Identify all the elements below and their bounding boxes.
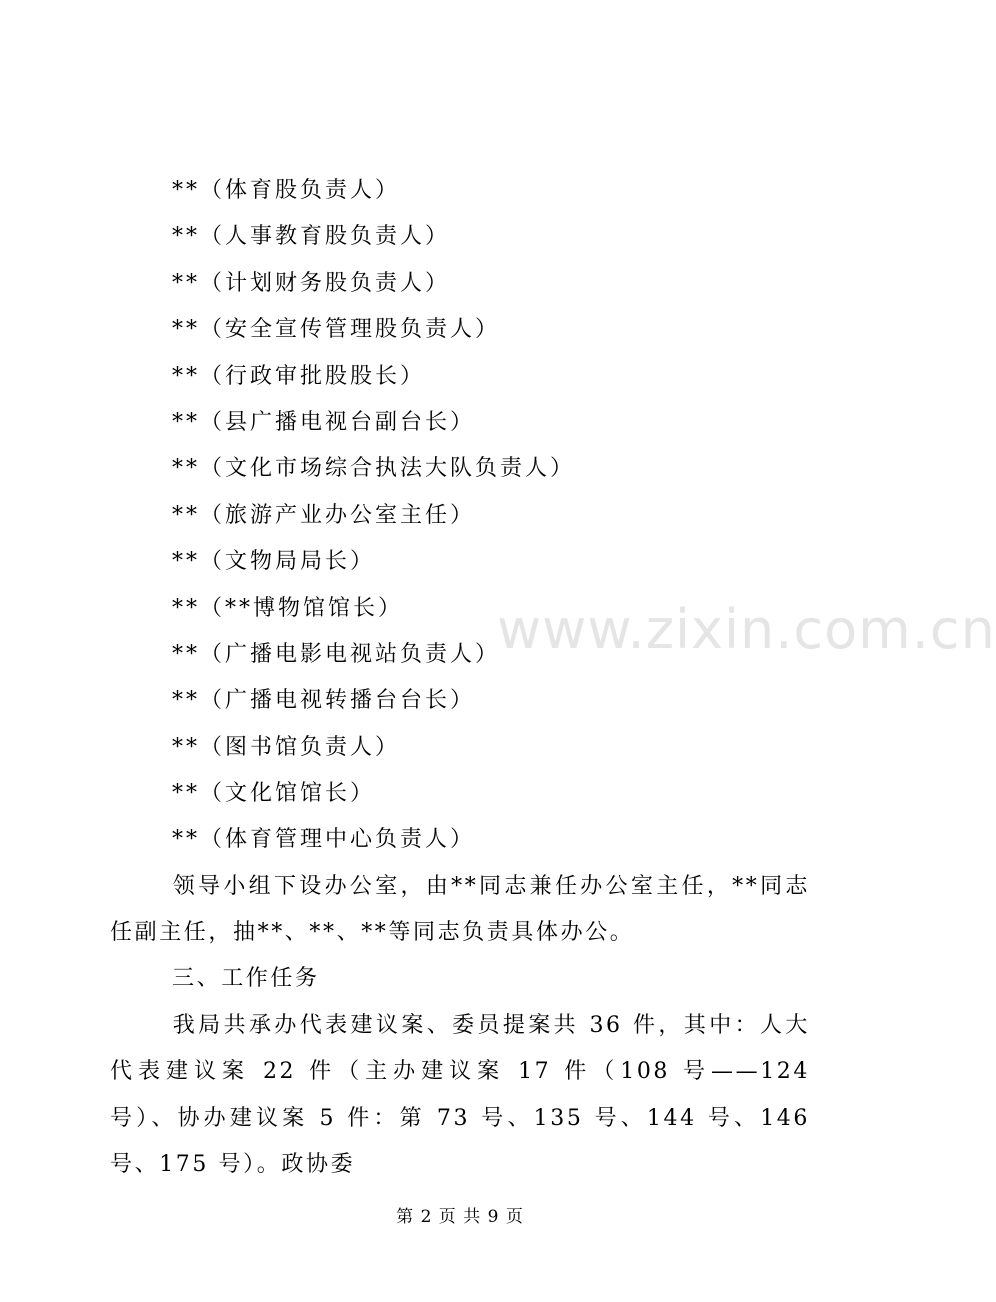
list-item: **（文化馆馆长） — [172, 781, 376, 807]
list-item: **（旅游产业办公室主任） — [172, 502, 476, 528]
section-heading-text: 三、工作任务 — [172, 966, 320, 991]
office-paragraph — [110, 864, 810, 957]
tasks-paragraph — [110, 1003, 810, 1189]
tasks-paragraph-text: 我局共承办代表建议案、委员提案共 36 件，其中：人大代表建议案 22 件（主办建议案 17 件（108 号——124 号）、协办建议案 5 件：第 73 号、135 号、144 号、146 号、175 号）。政协委 — [110, 1013, 810, 1178]
list-item: **（广播电影电视站负责人） — [172, 641, 501, 667]
list-item: **（体育管理中心负责人） — [172, 827, 476, 853]
list-item: **（文物局局长） — [172, 549, 376, 575]
list-item: **（体育股负责人） — [172, 178, 401, 203]
list-item: **（图书馆负责人） — [172, 734, 401, 760]
list-item: **（文化市场综合执法大队负责人） — [172, 456, 576, 482]
list-item: **（广播电视转播台台长） — [172, 688, 476, 714]
office-paragraph-text: 领导小组下设办公室，由**同志兼任办公室主任，**同志任副主任，抽**、**、**等同志负责具体办公。 — [110, 874, 810, 946]
list-item: **（县广播电视台副台长） — [172, 409, 476, 435]
section-heading — [110, 956, 810, 1002]
page-footer: 第 2 页 共 9 页 — [396, 1207, 524, 1227]
list-item: **（人事教育股负责人） — [172, 224, 451, 250]
list-item: **（行政审批股股长） — [172, 363, 426, 389]
member-list — [172, 168, 575, 864]
list-item: **（计划财务股负责人） — [172, 270, 451, 296]
list-item: **（**博物馆馆长） — [172, 595, 404, 621]
watermark: www.zixin.com.cn — [497, 598, 996, 661]
list-item: **（安全宣传管理股负责人） — [172, 317, 501, 343]
